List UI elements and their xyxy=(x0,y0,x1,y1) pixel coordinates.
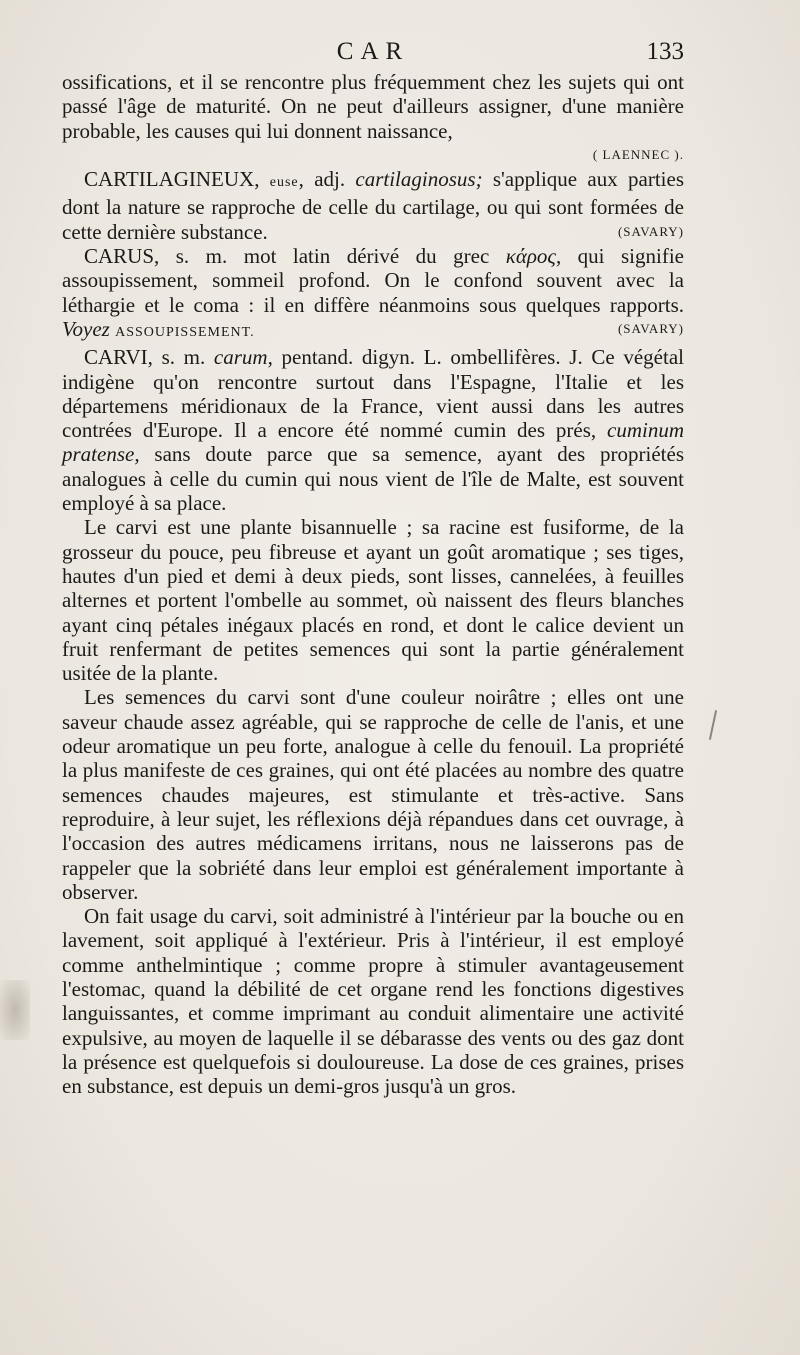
page-number: 133 xyxy=(646,38,684,65)
paragraph-laennec-end xyxy=(62,70,684,143)
entry-carus xyxy=(62,244,684,345)
entry-text-run xyxy=(259,167,269,191)
entry-text-run: , qui signifie assoupissement, sommeil profond. On le confond souvent avec la léthargie et le coma : il en diffère néanmoins sous quelques rapports. xyxy=(62,244,684,317)
running-head: CAR xyxy=(336,38,410,65)
entry-parts xyxy=(62,244,684,341)
entry-text-run: , pentand. digyn. L. ombellifères. J. Ce végétal indigène qu'on rencontre surtout dans l'Espagne, l'Italie et les départemens méridionaux de la France, vient aussi dans les autres contrées d'Europe. Il a encore été nommé cumin des prés, xyxy=(62,345,684,443)
paragraph-usage xyxy=(62,904,684,1098)
paragraph-description xyxy=(62,515,684,685)
entry-cartilagineux xyxy=(62,167,684,244)
paragraph-text: Les semences du carvi sont d'une couleur noirâtre ; elles ont une saveur chaude assez agréable, qui se rapproche de celle de l'anis, et une odeur aromatique un peu forte, analogue à celle du fenouil. La propriété la plus manifeste de ces graines, qui ont été placées au nombre des quatre semences chaudes majeures, est stimulante et très-active. Sans reproduire, à leur sujet, les réflexions déjà répandues dans cet ouvrage, à l'occasion des autres médicamens irritans, nous ne laisserons pas de rappeler que la sobriété dans leur emploi est généralement importante à observer. xyxy=(62,685,684,904)
entry-text-run: Voyez xyxy=(62,316,110,341)
author-signature: (SAVARY) xyxy=(617,223,684,239)
paragraph-semences xyxy=(62,685,684,904)
entry-text-run: carum xyxy=(213,345,268,370)
paragraph-text: On fait usage du carvi, soit administré à l'intérieur par la bouche ou en lavement, soit appliqué à l'extérieur. Pris à l'intérieur, il est employé comme anthelmintique ; comme propre à stimuler avantageusement l'estomac, quand la débilité de cet organe rend les fonctions digestives languissantes, et comme imprimant au conduit alimentaire une activité expulsive, au moyen de laquelle il se débarasse des vents ou des gaz dont la présence est quelquefois si douloureuse. La dose de ces graines, prises en substance, est depuis un demi-gros jusqu'à un gros. xyxy=(62,904,684,1099)
paragraph-text: ossifications, et il se rencontre plus fréquemment chez les sujets qui ont passé l'âge de maturité. On ne peut d'ailleurs assigner, d'une manière probable, les causes qui lui donnent naissance, xyxy=(62,70,684,143)
entry-text-run: sans doute parce que sa semence, ayant des propriétés analogues à celle du cumin qui nous vient de l'île de Malte, est souvent employé à sa place. xyxy=(62,442,684,516)
entry-text-run: cartilaginosus; xyxy=(355,167,483,192)
pencil-mark xyxy=(709,710,717,740)
entry-parts xyxy=(62,345,684,515)
entry-text-run: ASSOUPISSEMENT. xyxy=(115,324,255,340)
entry-text-run: , adj. xyxy=(298,167,356,192)
entry-headword: CARTILAGINEUX, xyxy=(84,167,260,192)
entry-text-run: κάρος xyxy=(505,244,556,269)
entry-carvi xyxy=(62,345,684,515)
entry-headword: CARVI xyxy=(84,345,148,370)
entry-text-run: , s. m. mot latin dérivé du grec xyxy=(154,244,506,269)
entry-text-run: s'applique aux parties dont la nature se rapproche de celle du cartilage, ou qui sont formées de cette dernière substance. xyxy=(62,167,684,244)
author-signature: (SAVARY) xyxy=(617,320,684,336)
entry-text-run: cuminum pratense, xyxy=(62,418,684,467)
entry-text-run: , s. m. xyxy=(147,345,214,370)
page-body xyxy=(62,70,684,1098)
page-smudge xyxy=(0,980,30,1040)
entry-headword: CARUS xyxy=(84,244,155,269)
entry-text-run: euse xyxy=(269,175,299,191)
author-signature: ( LAENNEC ). xyxy=(592,146,684,162)
paragraph-text: Le carvi est une plante bisannuelle ; sa racine est fusiforme, de la grosseur du pouce, peu fibreuse et ayant un goût aromatique ; ses tiges, hautes d'un pied et demi à deux pieds, sont lisses, cannelées, à feuilles alternes et portent l'ombelle au sommet, où naissent des fleurs blanches ayant cinq pétales inégaux placés en rond, et dont le calice devient un fruit renfermant de petites semences qui sont la partie généralement usitée de la plante. xyxy=(62,515,684,686)
page-header xyxy=(62,38,684,72)
